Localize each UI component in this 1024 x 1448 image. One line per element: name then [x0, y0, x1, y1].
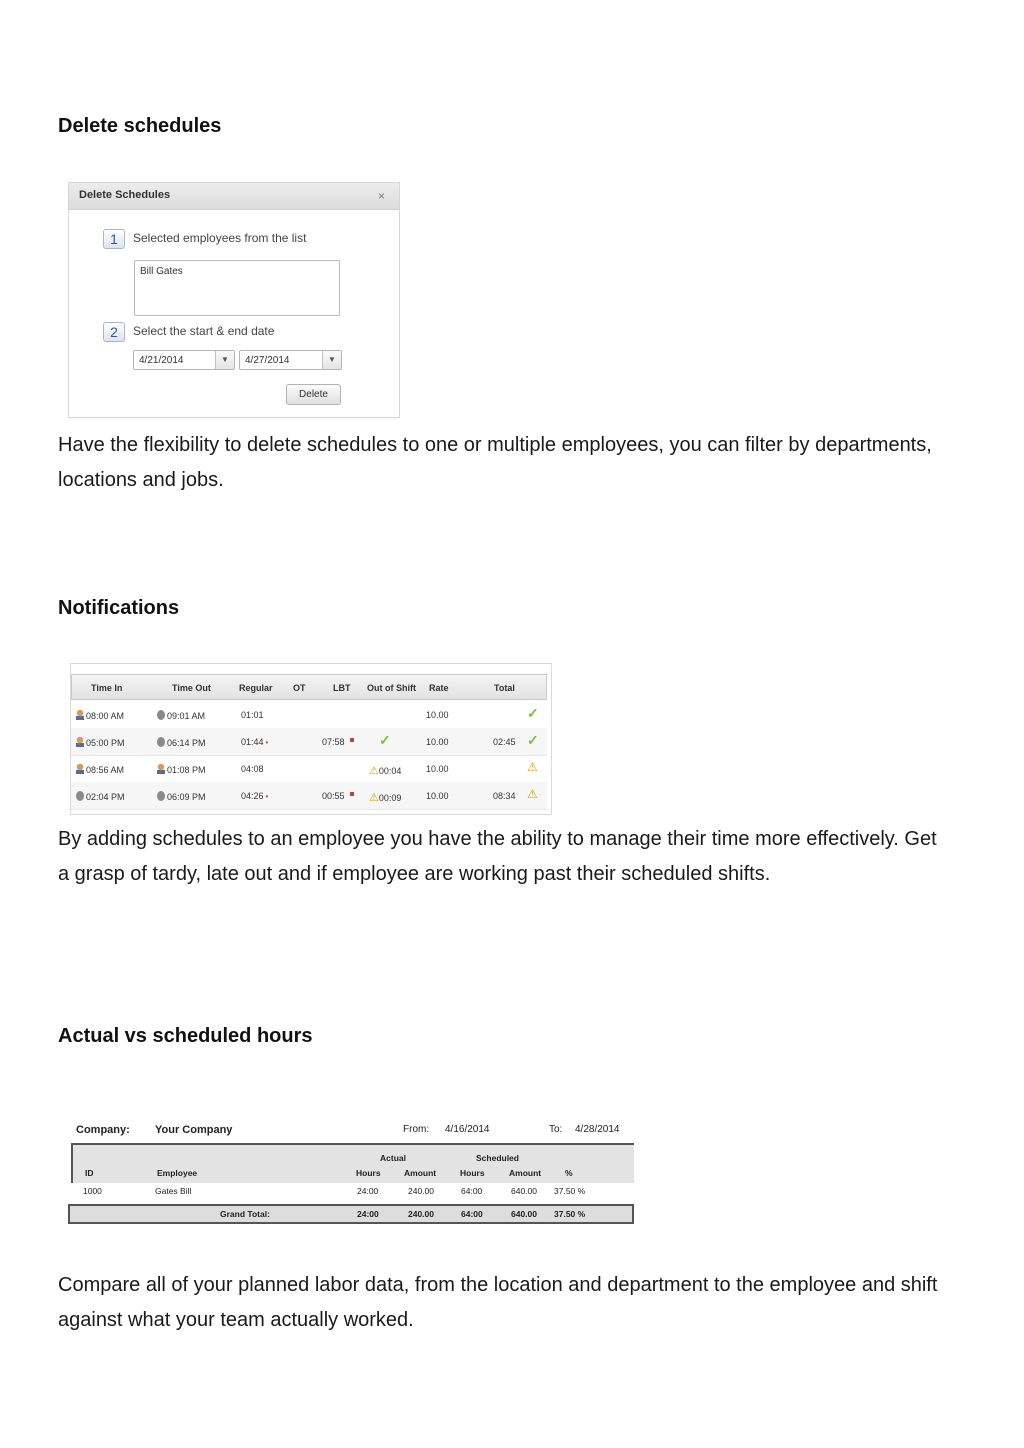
time-out: 09:01 AM	[167, 711, 206, 721]
grand-total-label: Grand Total:	[220, 1209, 270, 1219]
col-percent: %	[565, 1168, 573, 1178]
check-icon: ✓	[527, 705, 539, 721]
time-out: 06:09 PM	[167, 792, 206, 802]
selected-employees-list[interactable]	[134, 260, 340, 316]
person-icon	[157, 764, 165, 774]
total-scheduled-amount: 640.00	[511, 1209, 537, 1219]
row-scheduled-amount: 640.00	[511, 1186, 537, 1196]
regular-hours: 01:01	[241, 710, 264, 720]
warning-icon: ⚠	[527, 787, 538, 801]
flag-dot: •	[265, 738, 269, 747]
section-heading-actual-vs-scheduled: Actual vs scheduled hours	[58, 1025, 313, 1047]
group-actual: Actual	[380, 1153, 406, 1163]
step-label-1: Selected employees from the list	[133, 231, 307, 245]
check-icon: ✓	[527, 732, 539, 748]
step-number-2: 2	[103, 322, 125, 342]
delete-schedules-dialog	[68, 182, 400, 418]
col-scheduled-hours: Hours	[460, 1168, 485, 1178]
row-actual-hours: 24:00	[357, 1186, 379, 1196]
time-in: 08:00 AM	[86, 711, 125, 721]
header-rate: Rate	[429, 683, 449, 693]
section-paragraph-notifications: By adding schedules to an employee you have the ability to manage their time more effectively. Get a grasp of tardy, late out and if employee are working past their scheduled shifts.	[58, 828, 937, 885]
time-out: 06:14 PM	[167, 738, 206, 748]
check-icon: ✓	[379, 732, 391, 748]
person-icon	[76, 737, 84, 747]
col-id: ID	[85, 1168, 94, 1178]
start-date-value: 4/21/2014	[139, 355, 184, 366]
header-time-in: Time In	[91, 683, 123, 693]
total-scheduled-hours: 64:00	[461, 1209, 483, 1219]
out-of-shift: 00:04	[378, 766, 402, 776]
from-date: 4/16/2014	[445, 1124, 490, 1135]
close-icon[interactable]: ×	[377, 189, 385, 203]
end-date-value: 4/27/2014	[245, 355, 290, 366]
table-row	[71, 701, 547, 729]
person-icon	[76, 764, 84, 774]
row-employee: Gates Bill	[155, 1186, 192, 1196]
dialog-header	[69, 183, 399, 210]
row-scheduled-hours: 64:00	[461, 1186, 483, 1196]
warning-icon: ⚠	[369, 792, 379, 804]
dot-icon	[157, 791, 165, 801]
rate: 10.00	[426, 764, 449, 774]
alert-square-icon	[350, 738, 354, 742]
regular-hours: 04:08	[241, 764, 264, 774]
notifications-table	[70, 663, 552, 815]
time-in: 05:00 PM	[86, 738, 125, 748]
table-row	[71, 782, 547, 810]
time-in: 02:04 PM	[86, 792, 125, 802]
col-employee: Employee	[157, 1168, 198, 1178]
row-id: 1000	[83, 1186, 102, 1196]
step-label-2: Select the start & end date	[133, 324, 275, 338]
chevron-down-icon[interactable]: ▼	[215, 351, 234, 369]
header-regular: Regular	[239, 683, 273, 693]
warning-icon: ⚠	[369, 765, 379, 777]
table-row	[71, 755, 547, 783]
section-paragraph-delete-schedules: Have the flexibility to delete schedules to one or multiple employees, you can filter by departments, locations and jobs.	[58, 434, 932, 491]
actual-vs-scheduled-report	[68, 1118, 634, 1228]
rate: 10.00	[426, 791, 449, 801]
dialog-title: Delete Schedules	[79, 189, 171, 201]
flag-dot: •	[265, 792, 269, 801]
rate: 10.00	[426, 737, 449, 747]
list-item[interactable]: Bill Gates	[140, 266, 183, 277]
total: 08:34	[493, 791, 516, 801]
chevron-down-icon[interactable]: ▼	[322, 351, 341, 369]
step-number-1: 1	[103, 229, 125, 249]
regular-hours: 01:44	[241, 737, 264, 747]
to-date: 4/28/2014	[575, 1124, 620, 1135]
alert-square-icon	[350, 792, 354, 796]
header-time-out: Time Out	[172, 683, 211, 693]
section-heading-delete-schedules: Delete schedules	[58, 115, 222, 137]
row-percent: 37.50 %	[554, 1186, 586, 1196]
time-in: 08:56 AM	[86, 765, 125, 775]
header-ot: OT	[293, 683, 306, 693]
lbt: 07:58	[322, 737, 345, 747]
dot-icon	[157, 710, 165, 720]
header-out-of-shift: Out of Shift	[367, 683, 416, 693]
company-label: Company:	[76, 1124, 130, 1136]
total-actual-amount: 240.00	[408, 1209, 434, 1219]
table-header	[71, 674, 547, 700]
person-icon	[76, 710, 84, 720]
col-actual-amount: Amount	[404, 1168, 437, 1178]
group-scheduled: Scheduled	[476, 1153, 519, 1163]
row-actual-amount: 240.00	[408, 1186, 434, 1196]
total: 02:45	[493, 737, 516, 747]
total-percent: 37.50 %	[554, 1209, 586, 1219]
header-lbt: LBT	[333, 683, 351, 693]
report-header	[71, 1143, 634, 1183]
regular-hours: 04:26	[241, 791, 264, 801]
out-of-shift: 00:09	[378, 793, 402, 803]
section-heading-notifications: Notifications	[58, 597, 180, 619]
end-date-picker[interactable]	[239, 350, 342, 370]
warning-icon: ⚠	[527, 760, 538, 774]
company-name: Your Company	[155, 1124, 233, 1136]
col-scheduled-amount: Amount	[509, 1168, 542, 1178]
time-out: 01:08 PM	[167, 765, 206, 775]
lbt: 00:55	[322, 791, 345, 801]
grand-total-row	[68, 1204, 634, 1224]
dot-icon	[76, 791, 84, 801]
table-row	[71, 728, 547, 756]
col-actual-hours: Hours	[356, 1168, 381, 1178]
dot-icon	[157, 737, 165, 747]
to-label: To:	[549, 1124, 563, 1135]
delete-button[interactable]: Delete	[286, 384, 341, 405]
section-paragraph-actual-vs-scheduled: Compare all of your planned labor data, from the location and department to the employee and shift against what your team actually worked.	[58, 1274, 938, 1331]
header-total: Total	[494, 683, 515, 693]
rate: 10.00	[426, 710, 449, 720]
start-date-picker[interactable]	[133, 350, 235, 370]
from-label: From:	[403, 1124, 430, 1135]
total-actual-hours: 24:00	[357, 1209, 379, 1219]
